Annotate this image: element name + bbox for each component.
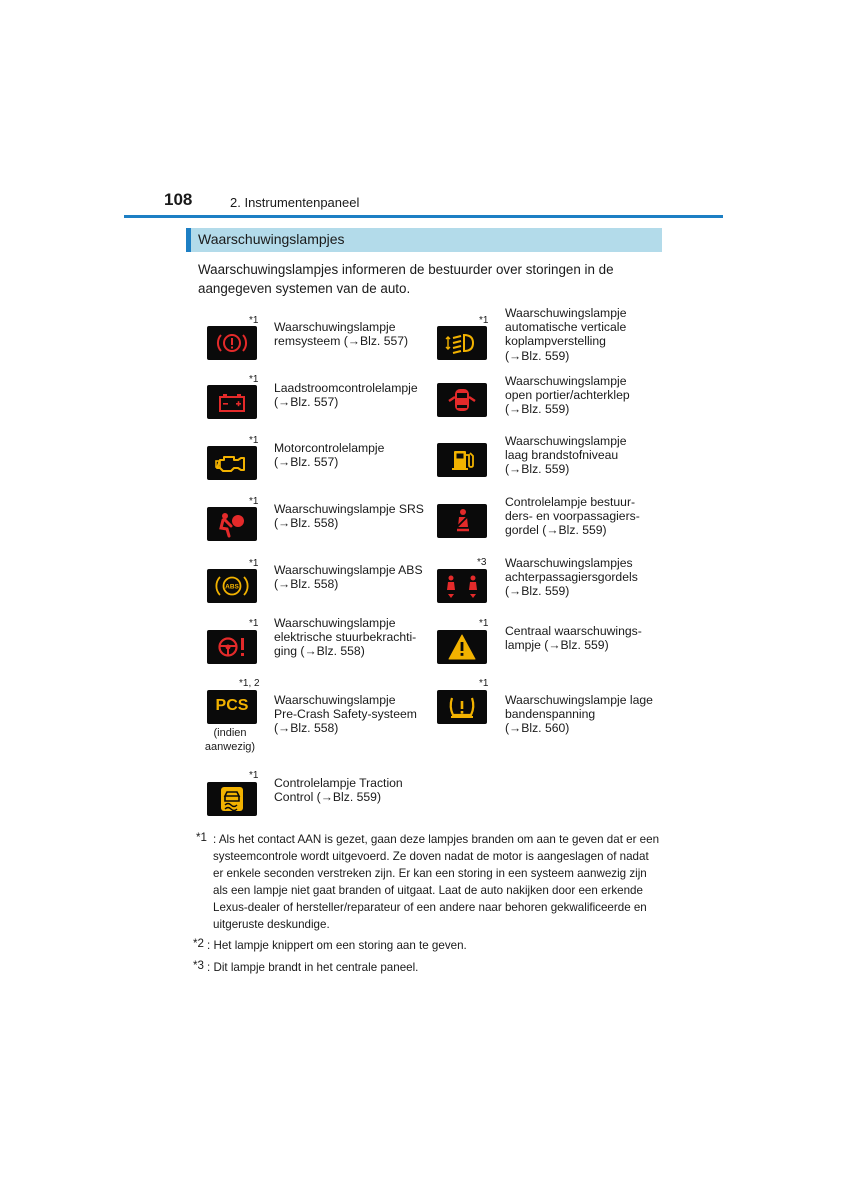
section-marker — [186, 228, 191, 252]
lamp-label: Laadstroomcontrolelampje (→Blz. 557) — [274, 381, 418, 410]
battery-charging-icon — [207, 385, 257, 419]
open-door-icon — [437, 383, 487, 417]
lamp-footnote-mark: *1 — [249, 770, 259, 781]
lamp-footnote-mark: *1 — [249, 315, 259, 326]
availability-note: (indien aanwezig) — [204, 727, 256, 753]
lamp-footnote-mark: *1 — [479, 618, 489, 629]
lamp-label: Waarschuwingslampje open portier/achterklep (→Blz. 559) — [505, 374, 630, 417]
footnote-text: : Als het contact AAN is gezet, gaan deze lampjes branden om aan te geven dat er een systeemcontrole wordt uitgevoerd. Ze doven nadat de motor is aangeslagen of nadat er enkele seconden verstreken zijn. Er kan een storing in een systeem aanwezig zijn als een lampje niet gaat branden of uitgaat. Laat de auto nakijken door een erkende Lexus-dealer of hersteller/reparateur of een andere naar behoren gekwalificeerde en uitgeruste deskundige. — [213, 833, 660, 931]
footnote-mark: *1 — [196, 831, 207, 844]
lamp-label: Waarschuwingslampje automatische verticale koplampverstelling (→Blz. 559) — [505, 306, 627, 363]
section-title: Waarschuwingslampjes — [198, 231, 345, 247]
lamp-label: Waarschuwingslampje lage bandenspanning (→Blz. 560) — [505, 693, 653, 736]
footnote-text: : Het lampje knippert om een storing aan te geven. — [207, 939, 467, 952]
lamp-footnote-mark: *1 — [249, 496, 259, 507]
lamp-footnote-mark: *1 — [249, 435, 259, 446]
footnote-mark: *3 — [193, 959, 204, 972]
section-heading-bar — [186, 228, 662, 252]
intro-paragraph: Waarschuwingslampjes informeren de bestuurder over storingen in de aangegeven systemen van de auto. — [198, 262, 614, 296]
lamp-label: Controlelampje bestuur- ders- en voorpassagiers- gordel (→Blz. 559) — [505, 495, 640, 538]
lamp-footnote-mark: *3 — [477, 557, 487, 568]
lamp-label: Waarschuwingslampje ABS (→Blz. 558) — [274, 563, 423, 592]
lamp-footnote-mark: *1, 2 — [239, 678, 260, 689]
lamp-footnote-mark: *1 — [479, 315, 489, 326]
lamp-label: Waarschuwingslampje SRS (→Blz. 558) — [274, 502, 424, 531]
lamp-footnote-mark: *1 — [479, 678, 489, 689]
power-steering-icon — [207, 630, 257, 664]
airbag-icon — [207, 507, 257, 541]
abs-icon — [207, 569, 257, 603]
headlight-leveling-icon — [437, 326, 487, 360]
brake-warning-icon — [207, 326, 257, 360]
rear-seatbelt-icon — [437, 569, 487, 603]
header-rule — [124, 215, 723, 218]
svg-text:ABS: ABS — [225, 583, 239, 591]
pcs-icon — [207, 690, 257, 724]
footnote-mark: *2 — [193, 937, 204, 950]
lamp-footnote-mark: *1 — [249, 618, 259, 629]
master-warning-icon — [437, 630, 487, 664]
lamp-label: Centraal waarschuwings- lampje (→Blz. 559) — [505, 624, 642, 653]
lamp-footnote-mark: *1 — [249, 374, 259, 385]
lamp-label: Waarschuwingslampje Pre-Crash Safety-systeem (→Blz. 558) — [274, 693, 417, 736]
lamp-label: Waarschuwingslampje laag brandstofniveau (→Blz. 559) — [505, 434, 627, 477]
lamp-label: Motorcontrolelampje (→Blz. 557) — [274, 441, 385, 470]
traction-control-icon — [207, 782, 257, 816]
lamp-label: Waarschuwingslampjes achterpassagiersgordels (→Blz. 559) — [505, 556, 638, 599]
check-engine-icon — [207, 446, 257, 480]
low-fuel-icon — [437, 443, 487, 477]
chapter-title: 2. Instrumentenpaneel — [230, 195, 360, 210]
tire-pressure-icon — [437, 690, 487, 724]
lamp-label: Waarschuwingslampje elektrische stuurbekrachti- ging (→Blz. 558) — [274, 616, 417, 659]
page-number: 108 — [164, 190, 193, 209]
lamp-label: Waarschuwingslampje remsysteem (→Blz. 557) — [274, 320, 409, 349]
pcs-icon-text: PCS — [215, 697, 249, 714]
lamp-label: Controlelampje Traction Control (→Blz. 559) — [274, 776, 403, 805]
seatbelt-icon — [437, 504, 487, 538]
lamp-footnote-mark: *1 — [249, 558, 259, 569]
footnote-text: : Dit lampje brandt in het centrale paneel. — [207, 961, 419, 974]
